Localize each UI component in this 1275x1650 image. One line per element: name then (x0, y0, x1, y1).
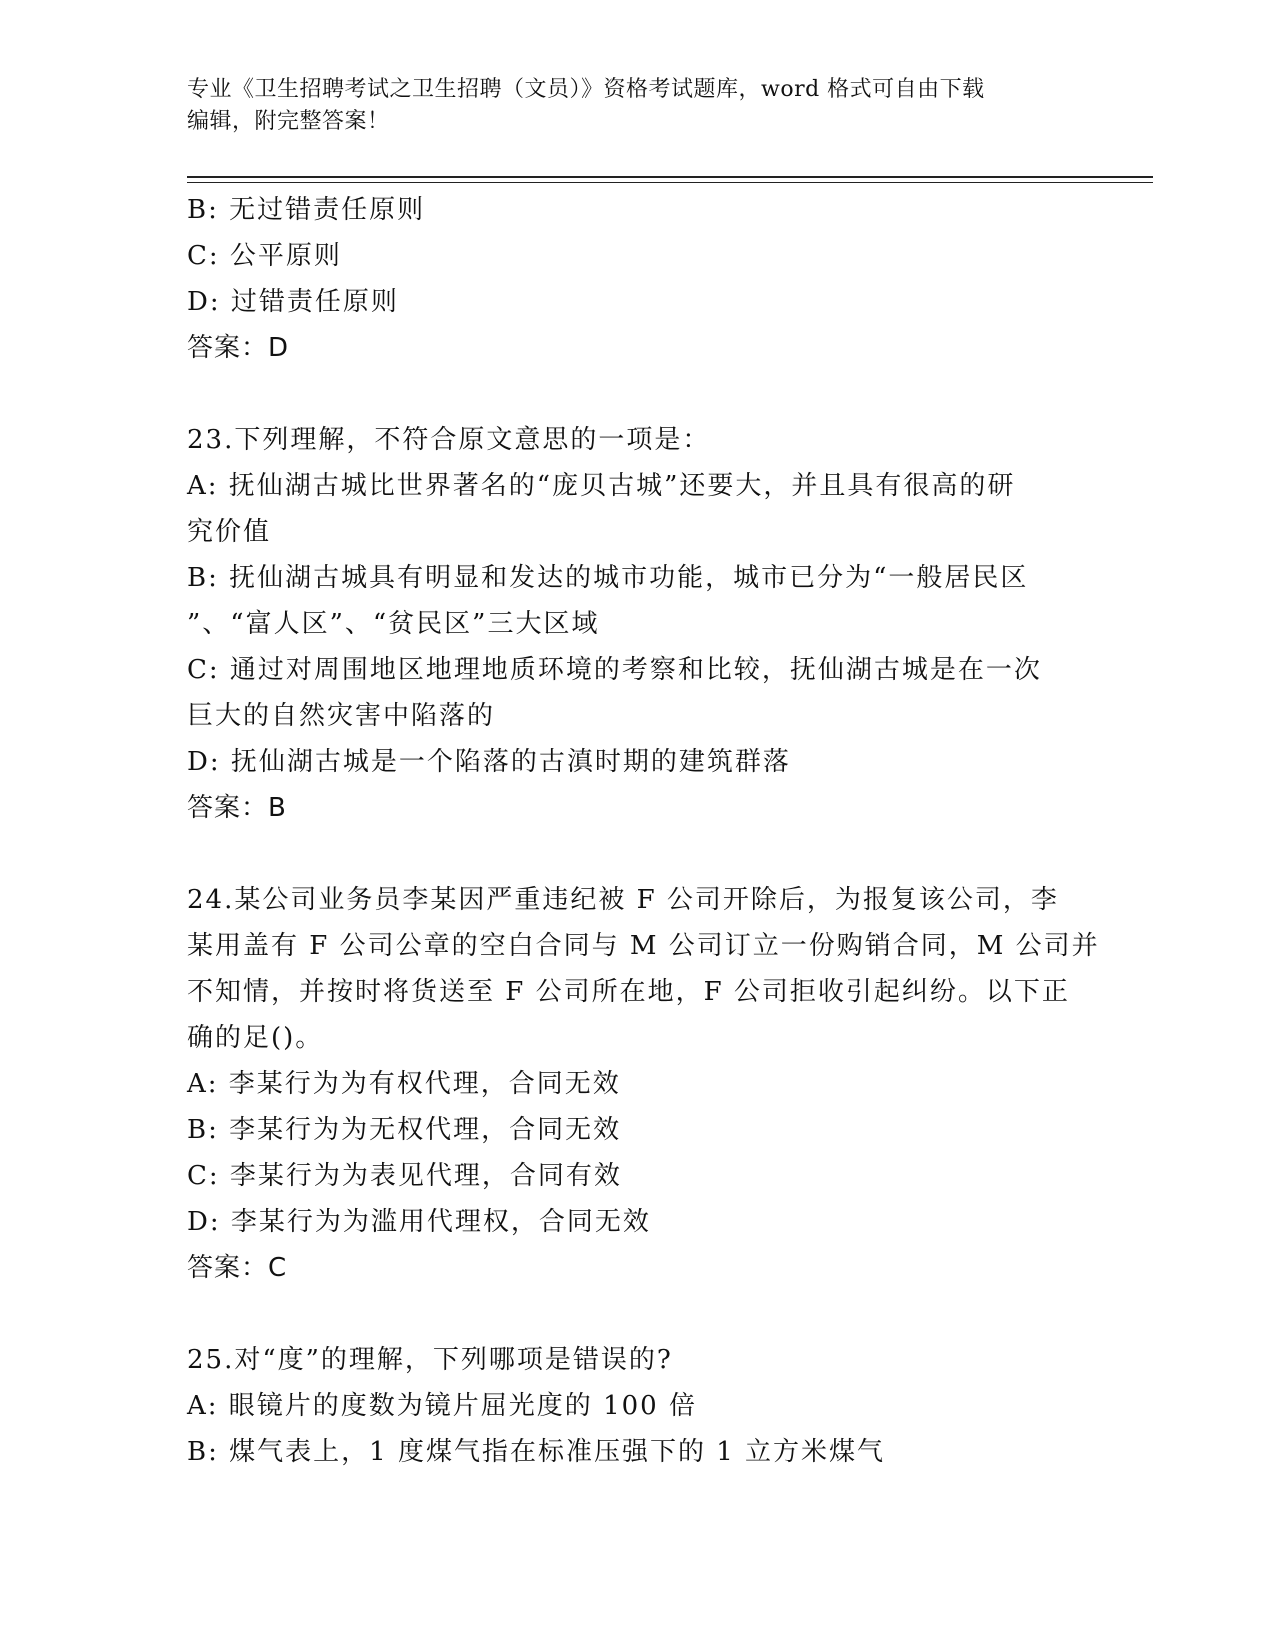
spacer (187, 371, 1087, 417)
q24-option-b: B: 李某行为为无权代理，合同无效 (187, 1115, 622, 1145)
question-25 (187, 1337, 1087, 1475)
q23-option-c-line-1: C: 通过对周围地区地理地质环境的考察和比较，抚仙湖古城是在一次 (187, 655, 1042, 685)
q25-option-a: A: 眼镜片的度数为镜片屈光度的 100 倍 (187, 1391, 697, 1421)
q23-option-c-line-2: 巨大的自然灾害中陷落的 (187, 701, 496, 731)
question-23 (187, 417, 1087, 831)
header-rule-thick (187, 176, 1153, 178)
q24-stem-line-4: 确的足()。 (187, 1023, 324, 1053)
question-22 (187, 187, 1087, 371)
q23-option-d: D: 抚仙湖古城是一个陷落的古滇时期的建筑群落 (187, 747, 791, 777)
q24-answer: 答案：C (187, 1253, 288, 1283)
question-24 (187, 877, 1100, 1291)
q22-answer: 答案：D (187, 333, 290, 363)
q24-stem-line-1: 24.某公司业务员李某因严重违纪被 F 公司开除后，为报复该公司，李 (187, 885, 1059, 915)
q23-answer: 答案：B (187, 793, 287, 823)
q22-option-c: C: 公平原则 (187, 241, 342, 271)
q23-option-b-line-2: ”、“富人区”、“贫民区”三大区域 (187, 609, 600, 639)
q22-option-b: B: 无过错责任原则 (187, 195, 426, 225)
q24-stem-line-3: 不知情，并按时将货送至 F 公司所在地，F 公司拒收引起纠纷。以下正 (187, 977, 1070, 1007)
q23-option-b-line-1: B: 抚仙湖古城具有明显和发达的城市功能，城市已分为“一般居民区 (187, 563, 1029, 593)
q24-option-a: A: 李某行为为有权代理，合同无效 (187, 1069, 621, 1099)
q23-option-a-line-1: A: 抚仙湖古城比世界著名的“庞贝古城”还要大，并且具有很高的研 (187, 471, 1016, 501)
q25-option-b: B: 煤气表上，1 度煤气指在标准压强下的 1 立方米煤气 (187, 1437, 886, 1467)
header-line-2: 编辑，附完整答案！ (187, 109, 390, 134)
q23-option-a-line-2: 究价值 (187, 517, 272, 547)
spacer (187, 831, 1087, 877)
document-header (187, 74, 1067, 138)
header-line-1: 专业《卫生招聘考试之卫生招聘（文员）》资格考试题库，word 格式可自由下载 (187, 77, 985, 102)
q25-stem: 25.对“度”的理解，下列哪项是错误的? (187, 1345, 673, 1375)
question-content (187, 187, 1100, 1475)
q24-option-c: C: 李某行为为表见代理，合同有效 (187, 1161, 622, 1191)
q24-option-d: D: 李某行为为滥用代理权，合同无效 (187, 1207, 651, 1237)
q22-option-d: D: 过错责任原则 (187, 287, 399, 317)
spacer (187, 1291, 1087, 1337)
header-rule-thin (187, 182, 1153, 183)
q23-stem: 23.下列理解，不符合原文意思的一项是： (187, 425, 711, 455)
q24-stem-line-2: 某用盖有 F 公司公章的空白合同与 M 公司订立一份购销合同，M 公司并 (187, 931, 1100, 961)
